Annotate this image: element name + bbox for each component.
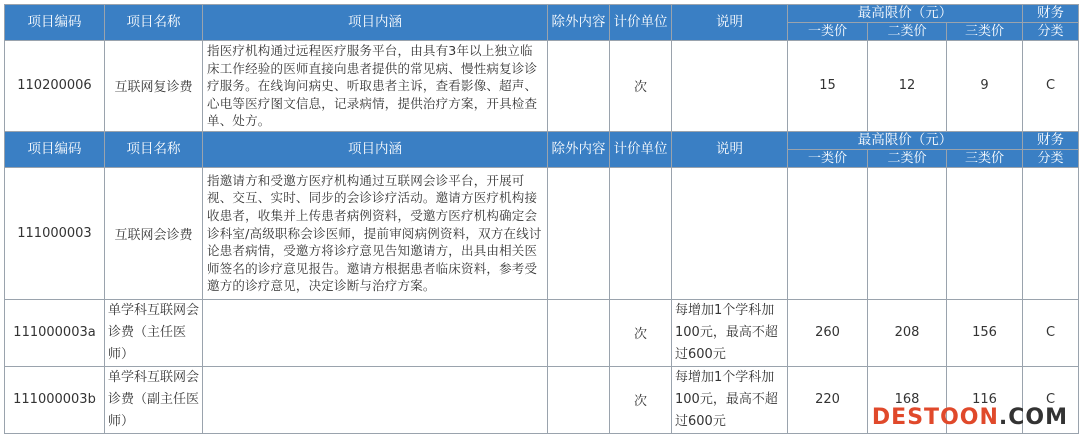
- header-name: 项目名称: [105, 5, 203, 41]
- item-code: 111000003: [5, 167, 105, 299]
- item-name: 互联网复诊费: [105, 41, 203, 132]
- price-class2: 208: [868, 299, 947, 366]
- header-class1: 一类价: [788, 149, 868, 167]
- price-class1: [788, 167, 868, 299]
- header-category: 分类: [1023, 149, 1079, 167]
- header-max-price: 最高限价（元）: [788, 5, 1023, 23]
- price-class3: 156: [947, 299, 1023, 366]
- price-class3: 116: [947, 366, 1023, 433]
- header-name: 项目名称: [105, 131, 203, 167]
- header-row: [5, 5, 1079, 23]
- item-content: 指医疗机构通过远程医疗服务平台，由具有3年以上独立临床工作经验的医师直接向患者提供的常见病、慢性病复诊诊疗服务。在线询问病史、听取患者主诉，查看影像、超声、心电等医疗图文信息，记录病情，提供治疗方案，开具检查单、处方。: [203, 41, 548, 132]
- header-exclude: 除外内容: [548, 131, 610, 167]
- price-class1: 260: [788, 299, 868, 366]
- header-row-repeat: [5, 131, 1079, 149]
- header-finance: 财务: [1023, 131, 1079, 149]
- header-class2: 二类价: [868, 23, 947, 41]
- item-name: 单学科互联网会诊费（主任医师）: [105, 299, 203, 366]
- header-finance: 财务: [1023, 5, 1079, 23]
- item-content: 指邀请方和受邀方医疗机构通过互联网会诊平台，开展可视、交互、实时、同步的会诊诊疗活动。邀请方医疗机构接收患者，收集并上传患者病例资料，受邀方医疗机构确定会诊科室/高级职称会诊医师，提前审阅病例资料，双方在线讨论患者病情，受邀方将诊疗意见告知邀请方，出具由相关医师签名的诊疗意见报告。邀请方根据患者临床资料，参考受邀方的诊疗意见，决定诊断与治疗方案。: [203, 167, 548, 299]
- item-exclude: [548, 41, 610, 132]
- item-unit: 次: [610, 366, 672, 433]
- finance-category: C: [1023, 299, 1079, 366]
- header-max-price: 最高限价（元）: [788, 131, 1023, 149]
- item-code: 111000003a: [5, 299, 105, 366]
- table-row: [5, 167, 1079, 299]
- item-content: [203, 366, 548, 433]
- header-unit: 计价单位: [610, 5, 672, 41]
- header-class2: 二类价: [868, 149, 947, 167]
- price-class2: 12: [868, 41, 947, 132]
- table-row: [5, 299, 1079, 366]
- item-exclude: [548, 167, 610, 299]
- header-note: 说明: [672, 5, 788, 41]
- item-code: 110200006: [5, 41, 105, 132]
- header-exclude: 除外内容: [548, 5, 610, 41]
- price-class3: 9: [947, 41, 1023, 132]
- watermark-text-suffix: .COM: [998, 405, 1068, 430]
- item-unit: 次: [610, 299, 672, 366]
- table-row: [5, 41, 1079, 132]
- item-unit: 次: [610, 41, 672, 132]
- finance-category: C: [1023, 366, 1079, 433]
- header-code: 项目编码: [5, 5, 105, 41]
- header-code: 项目编码: [5, 131, 105, 167]
- price-class3: [947, 167, 1023, 299]
- price-class1: 220: [788, 366, 868, 433]
- watermark-text-main: DESTOON: [871, 405, 999, 430]
- item-unit: [610, 167, 672, 299]
- finance-category: C: [1023, 41, 1079, 132]
- item-name: 单学科互联网会诊费（副主任医师）: [105, 366, 203, 433]
- header-class3: 三类价: [947, 23, 1023, 41]
- header-category: 分类: [1023, 23, 1079, 41]
- finance-category: [1023, 167, 1079, 299]
- header-content: 项目内涵: [203, 131, 548, 167]
- header-unit: 计价单位: [610, 131, 672, 167]
- header-note: 说明: [672, 131, 788, 167]
- price-class2: [868, 167, 947, 299]
- price-class2: 168: [868, 366, 947, 433]
- item-note: 每增加1个学科加100元，最高不超过600元: [672, 299, 788, 366]
- item-name: 互联网会诊费: [105, 167, 203, 299]
- header-content: 项目内涵: [203, 5, 548, 41]
- price-table: [4, 4, 1079, 434]
- item-content: [203, 299, 548, 366]
- item-note: [672, 41, 788, 132]
- item-note: 每增加1个学科加100元，最高不超过600元: [672, 366, 788, 433]
- item-exclude: [548, 299, 610, 366]
- header-class1: 一类价: [788, 23, 868, 41]
- watermark-logo: [872, 405, 1068, 430]
- header-class3: 三类价: [947, 149, 1023, 167]
- item-exclude: [548, 366, 610, 433]
- price-class1: 15: [788, 41, 868, 132]
- item-note: [672, 167, 788, 299]
- item-code: 111000003b: [5, 366, 105, 433]
